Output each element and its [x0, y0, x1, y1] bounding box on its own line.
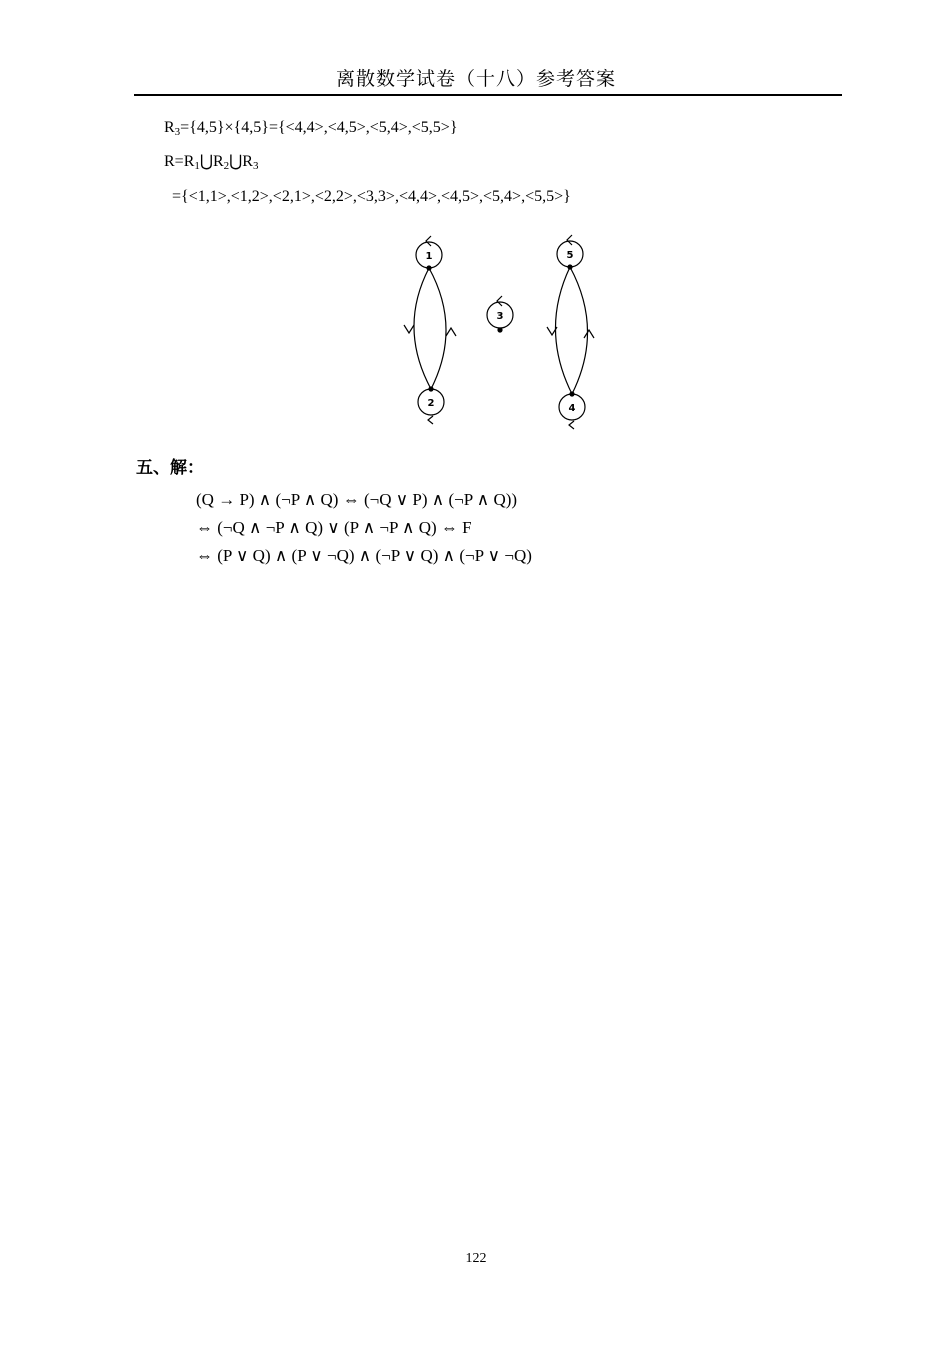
formula-line-3: ⇔ (P ∨ Q) ∧ (P ∨ ¬Q) ∧ (¬P ∨ Q) ∧ (¬P ∨ ¬Q) [196, 546, 532, 565]
page-header-title: 离散数学试卷（十八）参考答案 [335, 69, 616, 90]
r3-body: ={4,5}×{4,5}={<4,4>,<4,5>,<5,4>,<5,5>} [180, 119, 458, 136]
node-3-dot [497, 327, 502, 332]
relation-graph [0, 0, 952, 460]
section-heading: 五、解： [136, 458, 204, 478]
node-3-label: 3 [496, 311, 504, 322]
node-5-label: 5 [566, 250, 574, 261]
loop-arrow-5 [567, 235, 572, 245]
r-union-part-c: ⋃R [229, 153, 253, 170]
r-set-line: ={<1,1>,<1,2>,<2,1>,<2,2>,<3,3>,<4,4>,<4,5>,<5,4>,<5,5>} [172, 188, 571, 205]
r-union-part-b: ⋃R [199, 153, 224, 170]
loop-arrow-3 [497, 296, 502, 306]
edge-1-to-2 [414, 268, 431, 389]
edge-arrow-up-right [584, 330, 594, 338]
loop-arrow-4 [569, 421, 574, 429]
r-union-sub-1: 1 [194, 160, 200, 172]
edge-4-to-5 [570, 267, 588, 394]
node-1-dot [426, 265, 431, 270]
edge-5-to-4 [555, 267, 572, 394]
formula-line-2: ⇔ (¬Q ∧ ¬P ∧ Q) ∨ (P ∧ ¬P ∧ Q) ⇔ F [196, 518, 472, 537]
r3-prefix: R [164, 119, 175, 136]
r-union-sub-2: 2 [223, 160, 230, 172]
r-union-sub-3: 3 [252, 160, 259, 172]
edge-2-to-1 [429, 268, 446, 389]
r-union-part-a: R=R [164, 153, 195, 170]
node-2-dot [428, 386, 433, 391]
node-4-dot [569, 391, 574, 396]
formula-line-1: (Q → P) ∧ (¬P ∧ Q) ⇔ (¬Q ∨ P) ∧ (¬P ∧ Q)) [196, 490, 518, 509]
node-1-label: 1 [425, 251, 433, 262]
page-number: 122 [465, 1251, 487, 1266]
node-2-label: 2 [427, 398, 435, 409]
edge-arrow-up-left [446, 328, 456, 336]
node-4-label: 4 [568, 403, 576, 414]
loop-arrow-2 [428, 416, 433, 424]
r3-subscript: 3 [174, 126, 181, 138]
edge-arrow-down-left [404, 325, 414, 333]
loop-arrow-1 [426, 236, 431, 246]
node-5-dot [567, 264, 572, 269]
